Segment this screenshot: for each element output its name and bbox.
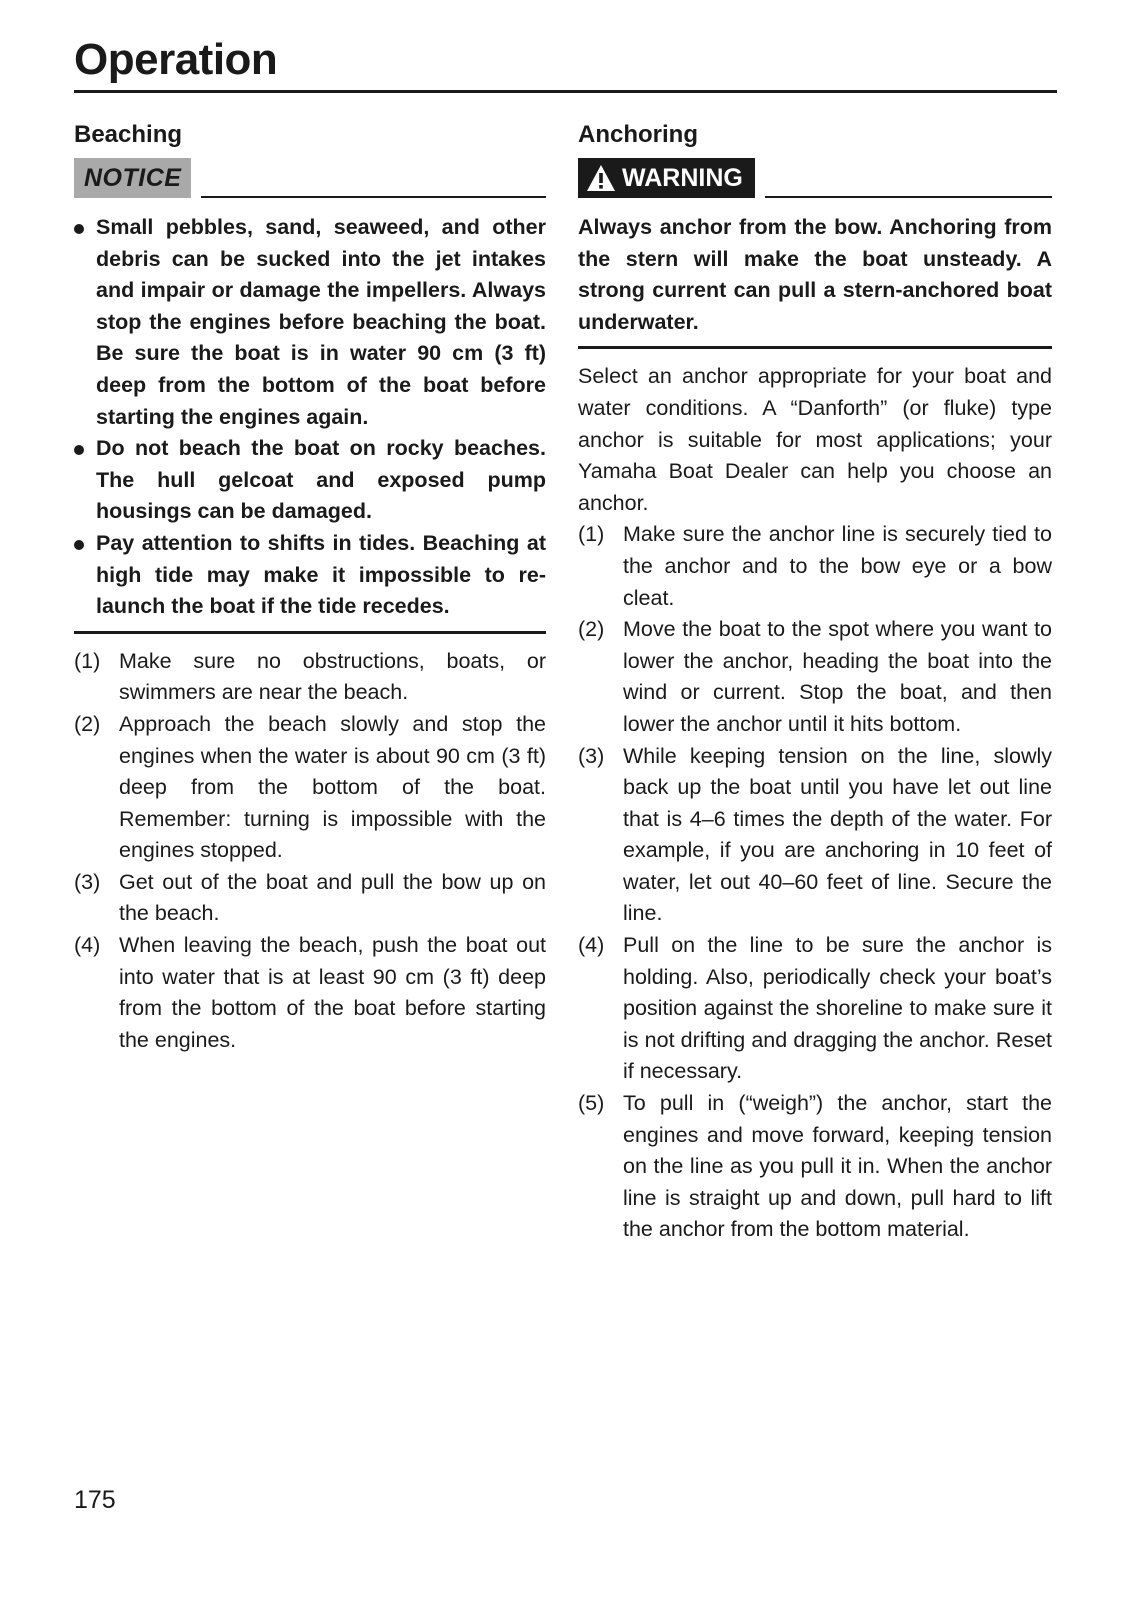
anchoring-section [578, 120, 1052, 1246]
step-item: (2) Move the boat to the spot where you want to lower the anchor, heading the boat into the wind or current. Stop the boat, and then lower the anchor until it hits bottom. [578, 617, 1052, 736]
bullet-icon [74, 445, 84, 455]
anchoring-steps [578, 519, 1052, 1246]
notice-bullet-item: Small pebbles, sand, seaweed, and other debris can be sucked into the jet intakes and impair or damage the impellers. Always stop the engines before beaching the boat. Be sure the boat is in water 90 cm (3 ft) deep from the bottom of the boat before starting the engines again. [74, 212, 546, 433]
notice-divider [201, 196, 546, 198]
step-item: (5) To pull in (“weigh”) the anchor, start the engines and move forward, keeping tension on the line as you pull it in. When the anchor line is straight up and down, pull hard to lift the anchor from the bottom material. [578, 1091, 1052, 1242]
notice-bullet-item: Do not beach the boat on rocky beaches. The hull gelcoat and exposed pump housings can be damaged. [74, 433, 546, 528]
step-item: (4) Pull on the line to be sure the anchor is holding. Also, periodically check your boat’s position against the shoreline to make sure it is not drifting and dragging the anchor. Reset if necessary. [578, 933, 1052, 1084]
notice-bullet-list [74, 212, 546, 623]
anchoring-heading: Anchoring [578, 121, 698, 148]
warning-label [578, 158, 755, 198]
bullet-icon [74, 540, 84, 550]
notice-label: NOTICE [74, 158, 191, 198]
bullet-icon [74, 224, 84, 234]
warning-end-divider [578, 346, 1052, 349]
step-item: (1) Make sure the anchor line is securely tied to the anchor and to the bow eye or a bow cleat. [578, 522, 1052, 610]
step-item: (4) When leaving the beach, push the boat out into water that is at least 90 cm (3 ft) deep from the bottom of the boat before starting the engines. [74, 933, 546, 1052]
warning-text: Always anchor from the bow. Anchoring from the stern will make the boat unsteady. A strong current can pull a stern-anchored boat underwater. [578, 215, 1052, 334]
anchoring-intro: Select an anchor appropriate for your boat and water conditions. A “Danforth” (or fluke) type anchor is suitable for most applications; your Yamaha Boat Dealer can help you choose an anchor. [578, 364, 1052, 515]
title-divider [74, 90, 1057, 93]
warning-triangle-icon [586, 164, 616, 192]
beaching-heading: Beaching [74, 121, 183, 148]
notice-label-row [74, 158, 546, 198]
step-item: (2) Approach the beach slowly and stop the engines when the water is about 90 cm (3 ft) deep from the bottom of the boat. Remember: turning is impossible with the engines stopped. [74, 711, 546, 863]
step-item: (3) Get out of the boat and pull the bow up on the beach. [74, 869, 546, 926]
warning-divider [765, 196, 1052, 198]
step-item: (3) While keeping tension on the line, slowly back up the boat until you have let out line that is 4–6 times the depth of the water. For example, if you are anchoring in 10 feet of water, let out 40–60 feet of line. Secure the line. [578, 743, 1052, 926]
warning-label-text: WARNING [622, 164, 743, 192]
page-number: 175 [74, 1486, 116, 1514]
notice-end-divider [74, 631, 546, 634]
page-title: Operation [74, 35, 278, 84]
warning-label-row [578, 158, 1052, 198]
notice-bullet-item: Pay attention to shifts in tides. Beaching at high tide may make it impossible to re-launch the boat if the tide recedes. [74, 528, 546, 623]
step-item: (1) Make sure no obstructions, boats, or swimmers are near the beach. [74, 648, 546, 705]
beaching-section [74, 120, 546, 1056]
beaching-steps [74, 646, 546, 1057]
